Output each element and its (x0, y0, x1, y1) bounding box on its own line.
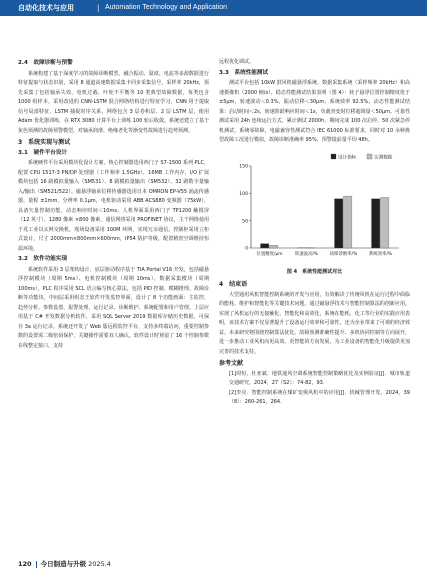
paragraph-4: 大型通用风机智能控制系统的开发与应用，有效解决了传统风机在运行过程中面临的能耗、维护和智能化等关键技术问题。通过磁悬浮技术与智能控制算法的创新应用，实现了风机运行的无接触化、智能化和高效化，系统在能耗、化工等行业的实践应用表明，该技术方案不仅显著提升了设备运行效率和可靠性，还为企业带来了可观的经济效益。未来研究将围绕控制算法优化、故障预测准确性提升、多机协同控制等方向展开，进一步推动工业风机向更高效、更智能的方向发展，为工业设备的智能化升级提供更加完善的技术支持。 (219, 291, 410, 355)
left-column (18, 58, 209, 351)
footer-divider (36, 561, 37, 568)
heading-3: 3 系统实现与测试 (18, 139, 71, 146)
legend-label: 设计指标 (338, 154, 357, 160)
paragraph-3-3: 测试平台包括 10kW 鼓风机磁悬浮系统、数据采集系统（采样频率 20kHz）和高速摄像机（2000 帧/s），稳态性能测试结果表明（图 4）：转子悬浮位置控制精度优于 ±5μm，转速波动＜0.3%，振动位移＜30μm，系统效率 92.5%。动态性能测试结果：启动时间＜2s，转速阶跃响应时间＜1s，负载突变时位移超调量＜50μm。可靠性测试采用 24h 连续运行方式，累计测试 2000h，期间完成 100 次启停、50 次紧急停机测试，系统零故障，电磁兼容性测试符合 IEC 61000 标准要求，同时对 10 余种典型故障工况进行模拟，故障诊断准确率 95%，预警提前量平均 48h。 (219, 80, 410, 143)
reference-1: [1]周恒，杜亚斌．地铁通风空调系统智能控制策略优化及实例验证[J]．城市轨道交通研究，2024，27（S2）：74-82，93． (229, 370, 410, 386)
right-column (219, 58, 410, 408)
x-tick-label: 系统效率/% (368, 251, 393, 257)
page-footer (18, 559, 111, 568)
y-tick-label: 100 (239, 191, 248, 197)
y-tick-label: 50 (242, 218, 248, 224)
running-header (0, 0, 427, 16)
header-separator: | (97, 4, 100, 12)
heading-4: 4 结束语 (219, 281, 248, 288)
header-section-cn: 自动化技术与应用 (18, 4, 74, 12)
paragraph-3-1: 系统硬件平台采用模块化设计方案，核心控制器选用西门子 S7-1500 系列 PLC，配置 CPU 1517-3 PN/DP 处理器（工作频率 1.5GHz），16MB 工作内存，I/O 扩展模块包括 16 路模拟量输入（SM531）、8 路模拟量输出（SM532）、32 路数字量输入/输出（SM521/522）。磁悬浮轴承位移传感器选用日本 OMRON EP-V55 涡流传感器，量程 ±1mm，分辨率 0.1μm，电机驱动采用 ABB ACS880 变频器（75kW），具备矢量控制功能，动态响应时间＜10ms。人机界面采用西门子 TP1200 触摸屏（12 英寸），1280 像素 ×800 像素，通信网络采用 PROFINET 协议，主干网络使用千兆工业以太网交换机，现场设备采用 100M 环网，实现冗余通信。控制柜采用立柜式设计，尺寸 2000mm×800mm×600mm，IP54 防护等级，配置精密空调维持恒温环境。 (18, 160, 209, 252)
heading-3-2: 3.2 软件功能实现 (18, 256, 68, 262)
heading-3-3: 3.3 系统性能测试 (219, 69, 269, 76)
journal-name: 今日制造与升级 (40, 560, 87, 568)
paragraph-3-2: 系统软件采用 3 层架构设计，底层驱动程序基于 TIA Portal V16 开发，包括磁悬浮控制模块（周期 5ms）、电机控制模块（周期 10ms）、数据采集模块（周期 100ms），PLC 程序采用 SCL 语言编写核心算法，包括 PID 控制、模糊推理、故障诊断等功能块。中间层采用组态王软件开发监控界面，设计了 8 个功能画面：主监控、趋势分析、参数设置、报警处理、运行记录、诊断维护、系统配置和用户管理。上层应用基于 C# 开发数据分析软件，采用 SQL Server 2019 数据库存储历史数据，可保存 3a 运行记录。系统还开发了 Web 版远程监控平台，支持多终端访问，重要控制参数的设置需二级密码保护，关键操作需要双人确认。软件设计时预留了 16 个控制参数在线整定接口，支持 (18, 266, 209, 349)
x-tick-label: 位置精度/μm (256, 251, 283, 257)
legend-swatch (331, 154, 336, 159)
header-section-en: Automation Technology and Application (105, 4, 228, 11)
journal-issue: 2025.4 (88, 560, 111, 568)
y-tick-label: 0 (245, 246, 248, 252)
x-tick-label: 故障诊断率/% (329, 251, 358, 257)
figure-4-chart (219, 148, 410, 268)
bar-design-0 (261, 243, 269, 247)
bar-measured-0 (270, 245, 278, 248)
y-tick-label: 150 (239, 164, 248, 170)
bar-measured-2 (344, 196, 352, 248)
x-tick-label: 转速波动/% (294, 251, 319, 257)
legend-swatch (367, 154, 372, 159)
bar-design-2 (335, 198, 343, 247)
paragraph-2-4: 系统构建了基于深度学习的故障诊断模型。融合振动、温度、电流等多源数据进行特征提取与状态识别，采用 8 通道高速数据采集卡同步采集信号，采样率 20kHz，预先采集了包括轴承失效、电机过载、叶轮不平衡等 10 类典型故障数据，每类包含 1000 组样本。采用改进的 CNN-LSTM 混合网络结构进行特征学习，CNN 用于提取信号局部特征，LSTM 捕捉时序关系，网络包含 3 层卷积层、2 层 LSTM 层，使用 Adam 优化器训练，在 RTX 3080 计算平台上训练 100 轮后收敛。系统还建立了基于灰色预测的故障预警模型，对轴承润滑、绝缘老化等渐变性故障进行趋势预测。 (18, 70, 209, 134)
bar-measured-3 (381, 197, 389, 248)
bar-design-3 (372, 198, 380, 247)
page-number: 120 (18, 560, 32, 568)
paragraph-continued: 远程优化调试。 (219, 59, 255, 65)
legend-label: 实测数据 (374, 154, 393, 160)
bar-chart-svg (219, 148, 410, 268)
references-heading: 参考文献 (219, 360, 244, 367)
figure-caption: 图 4 系统性能测试对比 (286, 268, 343, 275)
heading-3-1: 3.1 硬件平台设计 (18, 149, 68, 156)
heading-2-4: 2.4 故障诊断与预警 (18, 60, 73, 66)
reference-2: [2]李亮．智能控制系统在煤矿变频风机中的应用[J]．机械管理开发，2024，39（8）：260-261，264． (229, 389, 410, 405)
